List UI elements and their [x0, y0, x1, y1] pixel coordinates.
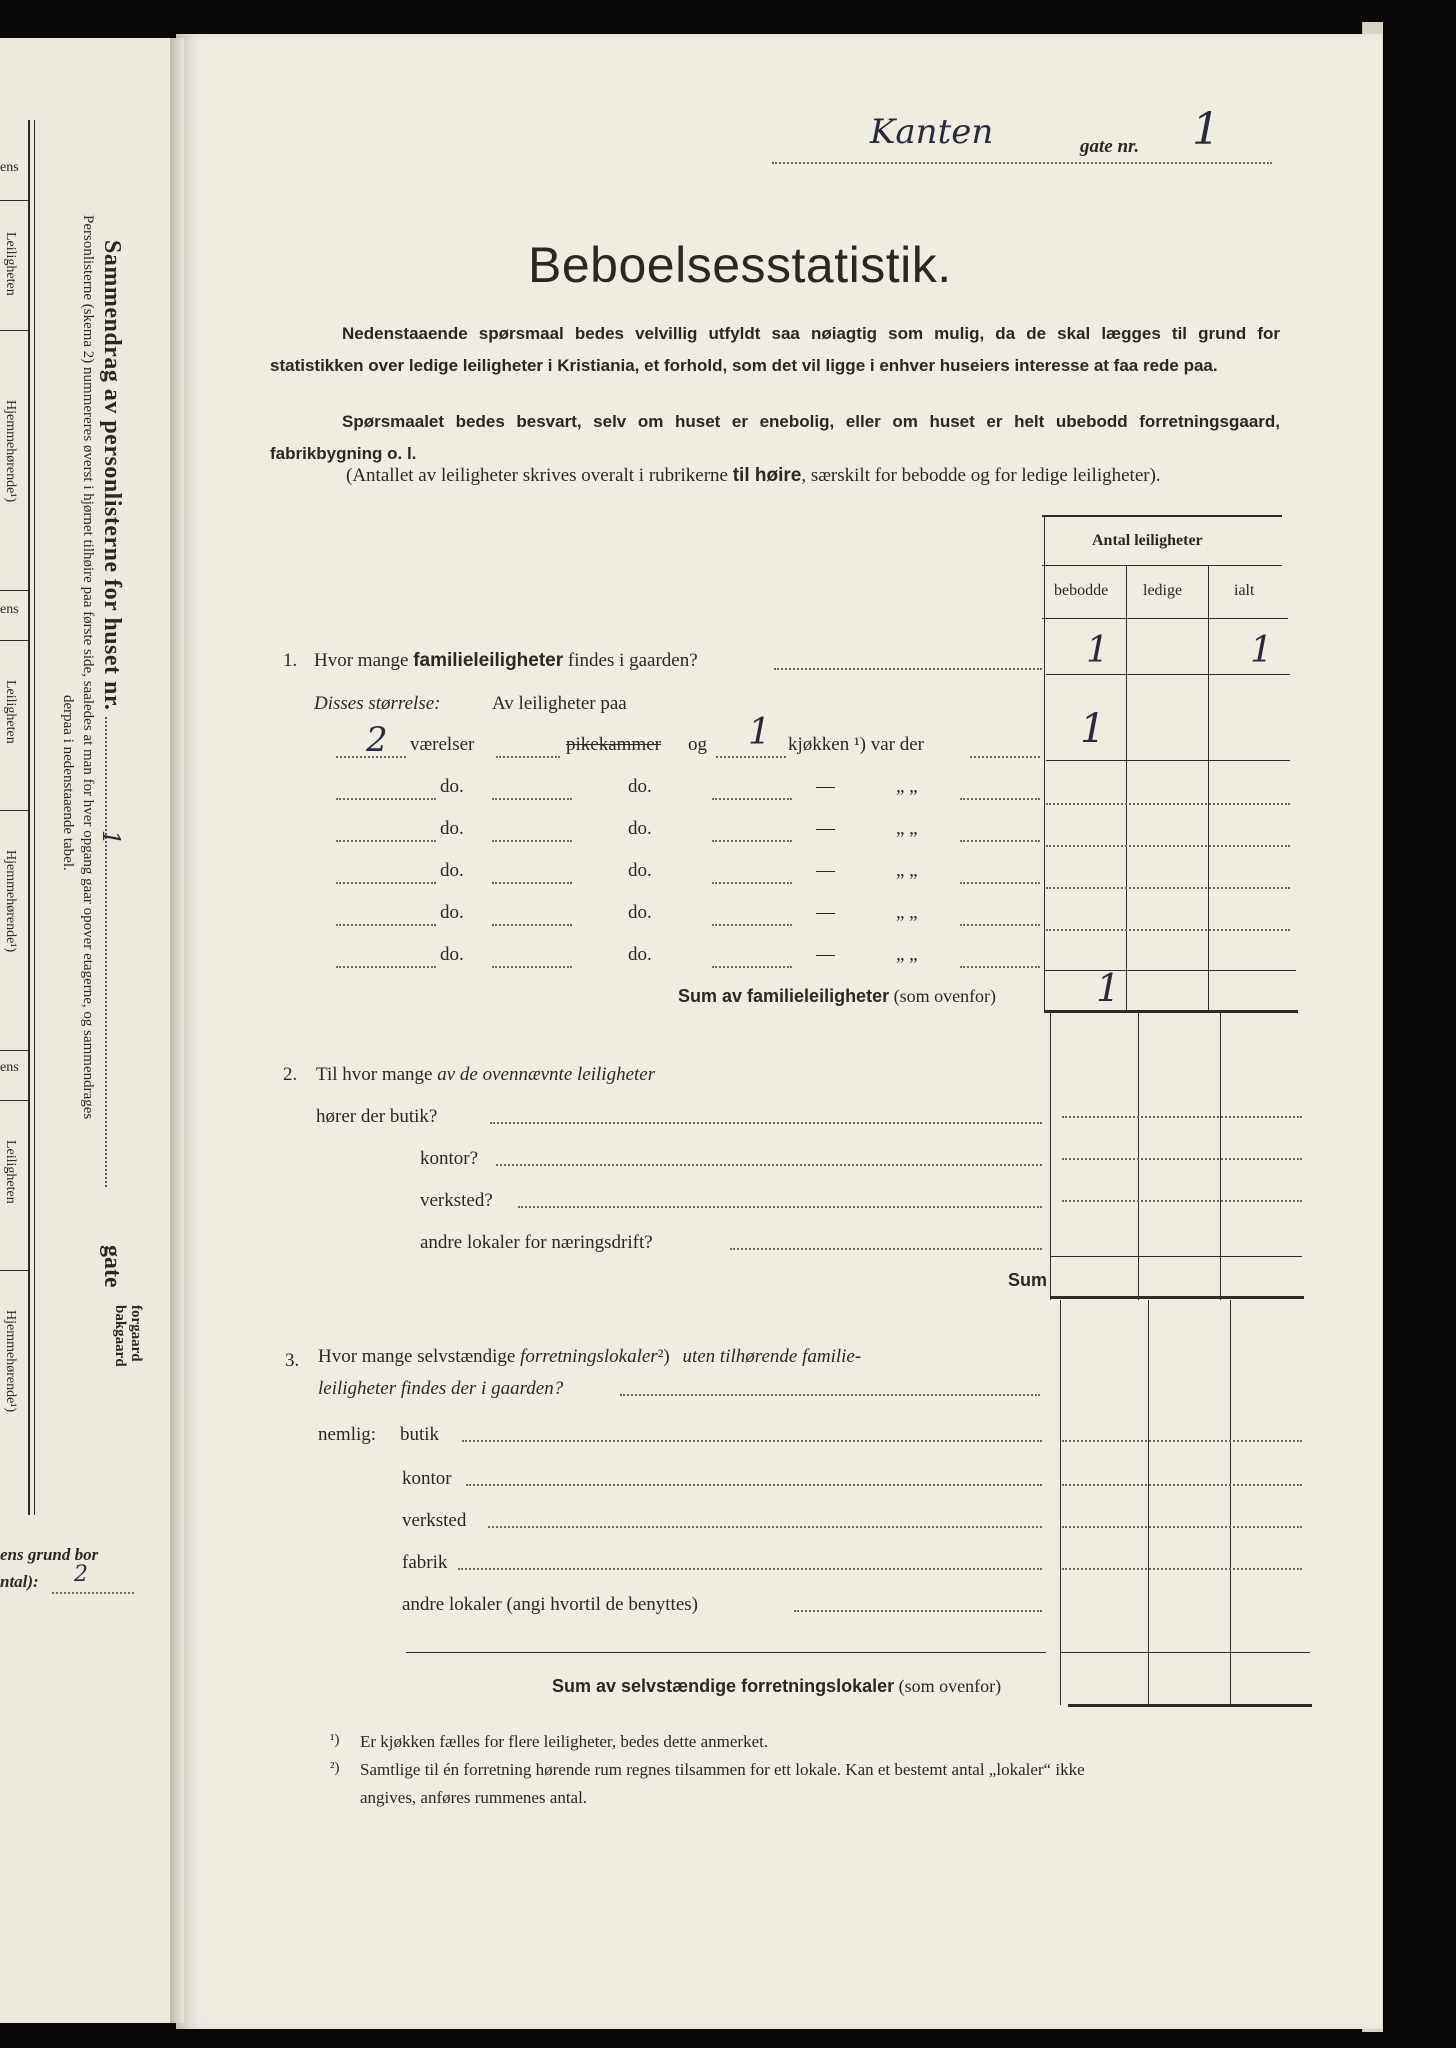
q2-sum-label: Sum [1008, 1270, 1048, 1290]
do-label: do. [440, 776, 464, 797]
do-label: do. [628, 860, 652, 881]
do-row-rule [1046, 803, 1290, 805]
q1-text [314, 650, 698, 672]
q1-sum-bebodde-value: 1 [1096, 966, 1121, 1010]
q2-item: andre lokaler for næringsdrift? [420, 1232, 653, 1253]
q2-row-rule [1062, 1200, 1302, 1202]
do-dots [492, 840, 572, 842]
left-bottom-dots [52, 1592, 134, 1594]
q3-item: fabrik [402, 1552, 448, 1573]
do-quote: „ „ [896, 860, 918, 881]
q1-dots [774, 668, 1042, 670]
do-dots [336, 882, 436, 884]
page-title: Beboelsesstatistik. [528, 237, 952, 293]
left-bottom-line2: ntal): [0, 1572, 39, 1591]
q3-sum-label-a: Sum av selvstændige forretningslokaler [552, 1676, 895, 1696]
q2-text-a: Til hvor mange [316, 1064, 438, 1085]
do-dots [960, 798, 1040, 800]
do-dots [336, 966, 436, 968]
q3-item: andre lokaler (angi hvortil de benyttes) [402, 1594, 698, 1615]
col-rule [1126, 565, 1127, 1010]
do-row-rule [1046, 845, 1290, 847]
do-dots [712, 798, 792, 800]
col-header-ledige: ledige [1143, 582, 1183, 599]
table-title-rule [1042, 565, 1282, 566]
q3-nemlig: nemlig: [318, 1424, 377, 1445]
q2-text-b: av de ovennævnte leiligheter [437, 1064, 656, 1085]
q1-pikekammer-label: pikekammer [566, 734, 661, 755]
do-label: do. [628, 944, 652, 965]
q1-sum-top-rule [1044, 970, 1296, 971]
left-bottom-line1: ens grund bor [0, 1545, 99, 1564]
do-dots [960, 924, 1040, 926]
left-divider [0, 330, 28, 331]
col-header-ialt: ialt [1234, 582, 1255, 599]
left-vertical-rule-2 [34, 120, 35, 1515]
vertical-gate-label: gate [99, 1245, 125, 1288]
q2-sum-bottom-rule [1050, 1296, 1304, 1299]
q1-sum-label-b: (som ovenfor) [889, 986, 997, 1006]
left-col-label: ens [0, 160, 19, 175]
bakgaard-label: bakgaard [112, 1305, 128, 1367]
table-top-rule [1042, 515, 1282, 517]
q1-row-dots [496, 756, 560, 758]
q3-item: butik [400, 1424, 440, 1445]
q3-dots [462, 1440, 1042, 1442]
q3-text-b: forretningslokaler [520, 1346, 658, 1367]
gate-nr-label: gate nr. [1080, 136, 1140, 157]
intro-p3-b: til høire [732, 465, 802, 486]
do-label: do. [628, 818, 652, 839]
q1-number: 1. [283, 650, 298, 671]
page-gutter [170, 38, 184, 2023]
do-row-rule [1046, 929, 1290, 931]
do-dots [960, 882, 1040, 884]
do-dots [712, 966, 792, 968]
do-label: do. [440, 860, 464, 881]
do-dash: — [816, 776, 835, 797]
intro-p3-c: , særskilt for bebodde og for ledige leiligheter). [801, 465, 1161, 486]
q1-row-rule [1046, 674, 1290, 675]
left-col-label: Hjemmehørende¹) [3, 1310, 18, 1413]
do-dots [960, 966, 1040, 968]
q1-text-c: findes i gaarden? [563, 650, 698, 671]
vertical-title-text: Sammendrag av personlisterne for huset nr. [99, 240, 125, 711]
do-dots [336, 924, 436, 926]
q1-kjokken-label: kjøkken ¹) var der [788, 734, 925, 755]
q1-sum-label-a: Sum av familieleiligheter [678, 986, 890, 1006]
left-divider [0, 200, 28, 201]
left-col-label: Hjemmehørende¹) [3, 400, 18, 503]
do-dash: — [816, 944, 835, 965]
q3-dots [620, 1394, 1040, 1396]
q2-dots [490, 1122, 1042, 1124]
footnote-1-mark: ¹) [330, 1732, 340, 1748]
do-dots [712, 840, 792, 842]
vertical-title-nr: 1 [97, 830, 125, 846]
q1-og-label: og [688, 734, 707, 755]
intro-paragraph-1: Nedenstaaende spørsmaal bedes velvillig utfyldt saa nøiagtig som mulig, da de skal lægges til grund for statistikken over ledige leiligheter i Kristiania, et forhold, som det vil ligge i enhver huseiers interesse at faa rede paa. [270, 324, 1280, 375]
q3-text-c: ²) [657, 1346, 675, 1367]
left-bottom-value: 2 [74, 1562, 88, 1587]
left-divider [0, 590, 28, 591]
q3-dots [458, 1568, 1042, 1570]
q3-item: kontor [402, 1468, 452, 1489]
street-name-handwritten: Kanten [870, 112, 994, 152]
do-quote: „ „ [896, 776, 918, 797]
do-quote: „ „ [896, 902, 918, 923]
q1-ialt-value: 1 [1250, 630, 1273, 671]
q1-row-bebodde-value: 1 [1080, 706, 1106, 752]
left-col-label: ens [0, 1060, 19, 1075]
do-dots [492, 882, 572, 884]
vertical-instruction-1: Personlisterne (skema 2) nummereres øverst i hjørnet tilhøire paa første side, saaledes at man for hver opgang gaar opover etagerne, og sammendrages [80, 215, 96, 1120]
do-dash: — [816, 860, 835, 881]
q3-item: verksted [402, 1510, 467, 1531]
street-dotted-line [772, 162, 1272, 164]
do-label: do. [628, 902, 652, 923]
q3-text-line2: leiligheter findes der i gaarden? [318, 1378, 564, 1399]
forgaard-label: forgaard [128, 1305, 144, 1362]
left-divider [0, 640, 28, 641]
q3-row-rule [1062, 1440, 1302, 1442]
q2-row-rule [1062, 1158, 1302, 1160]
q1-row-dots [716, 756, 786, 758]
q2-item: verksted? [420, 1190, 493, 1211]
footnote-2-cont: angives, anføres rummenes antal. [360, 1788, 588, 1807]
q1-size-text: Av leiligheter paa [492, 693, 627, 714]
intro-p3-a: (Antallet av leiligheter skrives overalt i rubrikerne [346, 465, 733, 486]
q1-sum-label [678, 986, 996, 1007]
do-dots [492, 966, 572, 968]
col-rule [1230, 1300, 1231, 1705]
q3-sum-bottom-rule [1068, 1704, 1312, 1707]
do-dots [712, 924, 792, 926]
left-col-label: Leiligheten [3, 232, 18, 296]
left-divider [0, 1270, 28, 1271]
do-dots [712, 882, 792, 884]
col-rule [1208, 565, 1209, 1010]
left-col-label: ens [0, 602, 19, 617]
q2-number: 2. [283, 1064, 298, 1085]
left-vertical-title [98, 240, 125, 1187]
q2-sum-top-rule [1050, 1256, 1302, 1257]
col-header-bebodde: bebodde [1054, 582, 1109, 599]
q2-text [316, 1064, 655, 1086]
col-rule [1148, 1300, 1149, 1705]
q3-sum-top-rule [1060, 1652, 1310, 1653]
q3-row-rule [1062, 1484, 1302, 1486]
left-divider [0, 1050, 28, 1051]
left-col-label: Hjemmehørende¹) [3, 850, 18, 953]
left-divider [0, 810, 28, 811]
q3-text-d: uten tilhørende familie- [682, 1346, 862, 1367]
q3-row-rule [1062, 1526, 1302, 1528]
do-label: do. [440, 818, 464, 839]
q3-number: 3. [285, 1350, 300, 1371]
q1-row-dots [970, 756, 1040, 758]
q3-dots [488, 1526, 1042, 1528]
table-header-rule [1042, 618, 1288, 619]
do-dash: — [816, 902, 835, 923]
do-dots [492, 798, 572, 800]
do-dots [960, 840, 1040, 842]
col-rule [1060, 1300, 1061, 1705]
q1-size-label: Disses størrelse: [314, 693, 441, 714]
do-quote: „ „ [896, 818, 918, 839]
vertical-title-dots [105, 717, 107, 1187]
q2-dots [496, 1164, 1042, 1166]
do-quote: „ „ [896, 944, 918, 965]
do-label: do. [440, 944, 464, 965]
do-label: do. [440, 902, 464, 923]
intro-paragraph-2: Spørsmaalet bedes besvart, selv om huset er enebolig, eller om huset er helt ubebodd forretningsgaard, fabrikbygning o. l. [270, 412, 1280, 463]
q3-dots [466, 1484, 1042, 1486]
street-number-handwritten: 1 [1192, 104, 1220, 155]
do-dots [336, 840, 436, 842]
q2-dots [730, 1248, 1042, 1250]
q3-row-rule [1062, 1568, 1302, 1570]
left-col-label: Leiligheten [3, 680, 18, 744]
q1-row-rule [1046, 760, 1290, 761]
footnote-1: Er kjøkken fælles for flere leiligheter, bedes dette anmerket. [360, 1732, 769, 1751]
left-divider [0, 1100, 28, 1101]
footnote-2-mark: ²) [330, 1760, 340, 1776]
q3-text [318, 1346, 861, 1368]
q1-kjokken-value: 1 [748, 712, 771, 753]
vertical-instruction-2: derpaa i nedenstaaende tabel. [60, 695, 76, 871]
table-title: Antal leiligheter [1092, 532, 1203, 549]
q3-sum-label-b: (som ovenfor) [894, 1676, 1002, 1696]
q3-dots [794, 1610, 1042, 1612]
q2-row-rule [1062, 1116, 1302, 1118]
q1-text-b: familieleiligheter [413, 650, 564, 671]
do-label: do. [628, 776, 652, 797]
q2-item: hører der butik? [316, 1106, 438, 1127]
q1-sum-bottom-rule [1044, 1010, 1298, 1013]
q3-sum-label [552, 1676, 1001, 1697]
do-dots [336, 798, 436, 800]
do-dots [492, 924, 572, 926]
do-dash: — [816, 818, 835, 839]
do-row-rule [1046, 887, 1290, 889]
q3-text-a: Hvor mange selvstændige [318, 1346, 521, 1367]
col-rule [1044, 515, 1045, 1010]
left-col-label: Leiligheten [3, 1140, 18, 1204]
q1-text-a: Hvor mange [314, 650, 414, 671]
q1-bebodde-value: 1 [1086, 630, 1109, 671]
q1-vaerelser-label: værelser [410, 734, 475, 755]
q3-writein-line [406, 1652, 1046, 1653]
left-vertical-rule [28, 120, 30, 1515]
q2-item: kontor? [420, 1148, 479, 1169]
footnote-2: Samtlige til én forretning hørende rum regnes tilsammen for ett lokale. Kan et bestemt antal „lokaler“ ikke [360, 1760, 1085, 1779]
q2-dots [518, 1206, 1042, 1208]
intro-paragraph-3 [270, 460, 1280, 492]
q1-vaerelser-value: 2 [366, 720, 388, 760]
